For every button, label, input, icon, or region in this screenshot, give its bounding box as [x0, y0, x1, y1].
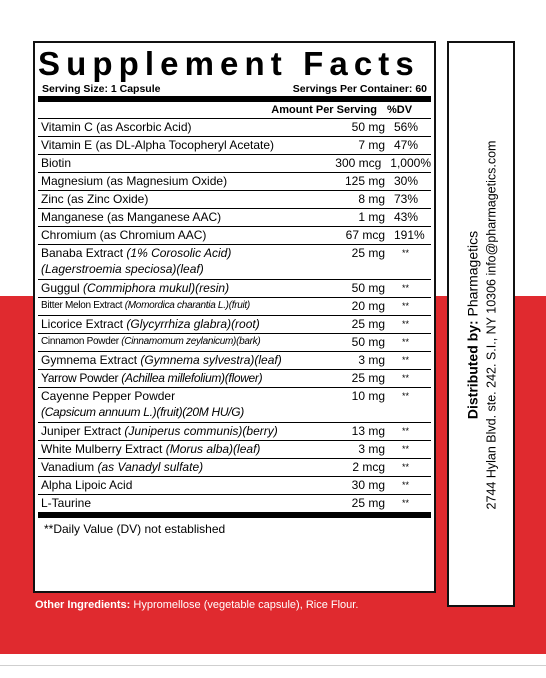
- nutrient-row: Biotin 300 mcg 1,000%: [38, 154, 431, 172]
- serving-size: Serving Size: 1 Capsule: [42, 83, 161, 95]
- ingredient-row: Licorice Extract (Glycyrrhiza glabra)(root) 25 mg **: [38, 315, 431, 333]
- supplement-facts-panel: [33, 41, 436, 593]
- other-ingredients-text: Hypromellose (vegetable capsule), Rice Flour.: [130, 599, 359, 611]
- nutrient-row: Vitamin E (as DL-Alpha Tocopheryl Acetate) 7 mg 47%: [38, 136, 431, 154]
- ingredient-row: Gymnema Extract (Gymnema sylvestra)(leaf) 3 mg **: [38, 351, 431, 369]
- nutrient-row: Manganese (as Manganese AAC) 1 mg 43%: [38, 208, 431, 226]
- distributor-label: Distributed by:: [464, 320, 481, 420]
- ingredient-row: Alpha Lipoic Acid 30 mg **: [38, 476, 431, 494]
- ingredient-row: Banaba Extract (1% Corosolic Acid) (Lagerstroemia speciosa)(leaf) 25 mg **: [38, 244, 431, 279]
- serving-info: [38, 83, 431, 96]
- amount-header: Amount Per Serving: [271, 104, 377, 116]
- ingredient-row: White Mulberry Extract (Morus alba)(leaf) 3 mg **: [38, 440, 431, 458]
- dv-header: %DV: [387, 104, 413, 116]
- dv-footnote: **Daily Value (DV) not established: [38, 512, 431, 540]
- distributor-name: Pharmagetics: [464, 230, 481, 321]
- nutrient-row: Vitamin C (as Ascorbic Acid) 50 mg 56%: [38, 118, 431, 136]
- ingredient-row: Yarrow Powder (Achillea millefolium)(flower) 25 mg **: [38, 369, 431, 387]
- ingredient-row: Bitter Melon Extract (Momordica charantia L.)(fruit) 20 mg **: [38, 297, 431, 315]
- ingredient-row: L-Taurine 25 mg **: [38, 494, 431, 512]
- ingredient-row: Cinnamon Powder (Cinnamomum zeylanicum)(bark) 50 mg **: [38, 333, 431, 351]
- servings-per-container: Servings Per Container: 60: [292, 83, 427, 95]
- ingredient-row: Cayenne Pepper Powder (Capsicum annuum L.)(fruit)(20M HU/G) 10 mg **: [38, 387, 431, 422]
- nutrient-row: Zinc (as Zinc Oxide) 8 mg 73%: [38, 190, 431, 208]
- distributor-text: [463, 141, 502, 510]
- column-header: [38, 102, 431, 118]
- bottom-divider: [0, 665, 546, 666]
- nutrient-row: Magnesium (as Magnesium Oxide) 125 mg 30%: [38, 172, 431, 190]
- distributor-box: [447, 41, 515, 607]
- distributor-address: 2744 Hylan Blvd. ste. 242. S.I., NY 10306 info@pharmagetics.com: [484, 140, 499, 510]
- ingredient-row: Guggul (Commiphora mukul)(resin) 50 mg **: [38, 279, 431, 297]
- ingredient-row: Juniper Extract (Juniperus communis)(berry) 13 mg **: [38, 422, 431, 440]
- ingredient-row: Vanadium (as Vanadyl sulfate) 2 mcg **: [38, 458, 431, 476]
- panel-title: Supplement Facts: [38, 45, 420, 82]
- other-ingredients: [35, 599, 358, 611]
- other-ingredients-label: Other Ingredients:: [35, 599, 131, 611]
- nutrient-row: Chromium (as Chromium AAC) 67 mcg 191%: [38, 226, 431, 244]
